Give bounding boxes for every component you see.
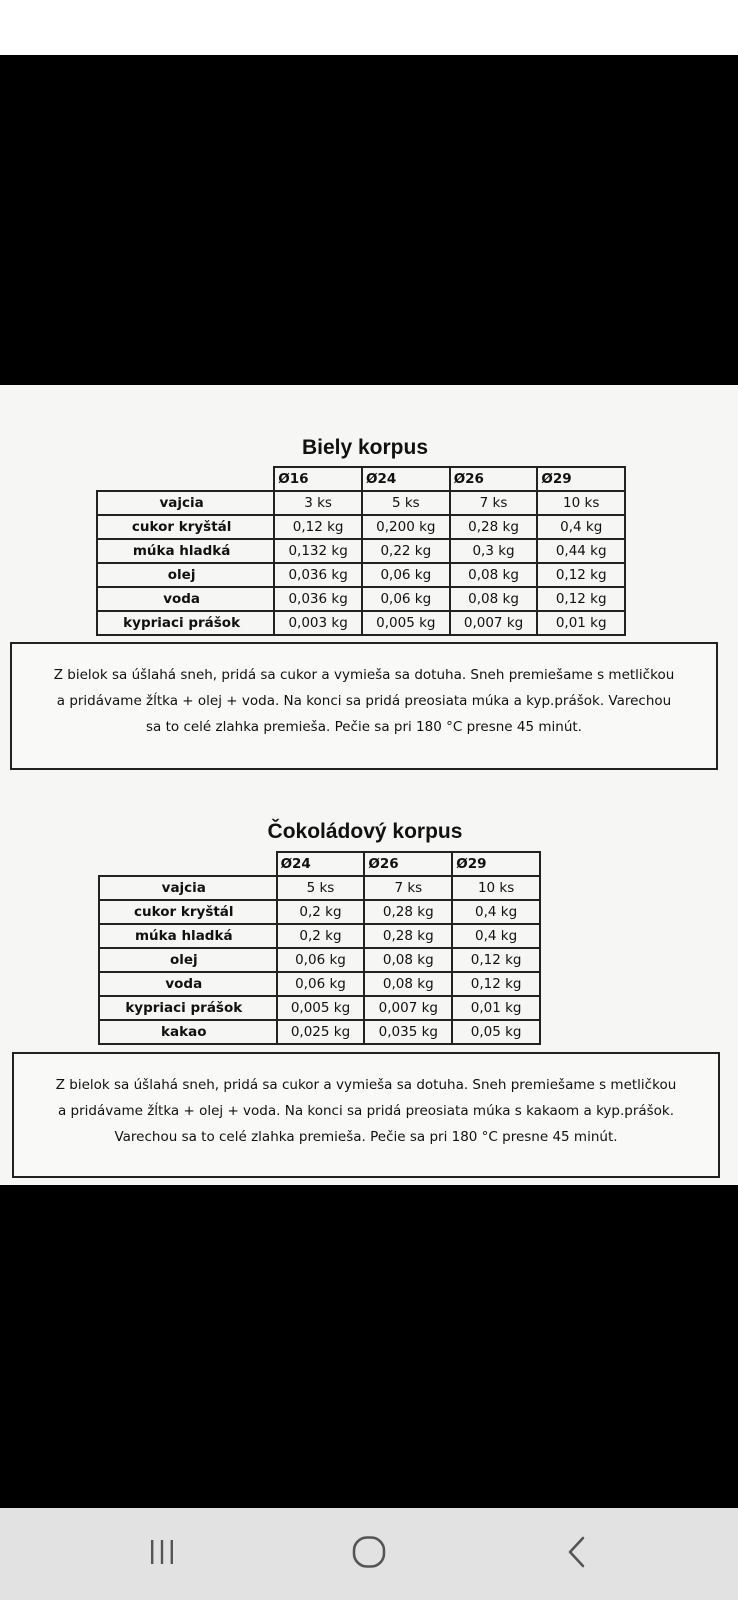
biely-korpus-table: [96, 466, 626, 636]
size-header: Ø16: [274, 467, 362, 491]
table-row: [97, 539, 625, 563]
amount-cell: 0,06 kg: [362, 587, 450, 611]
amount-cell: 0,22 kg: [362, 539, 450, 563]
amount-cell: 0,12 kg: [537, 563, 625, 587]
size-header: Ø29: [452, 852, 540, 876]
ingredient-label: vajcia: [97, 491, 274, 515]
table-row: [99, 900, 540, 924]
table-row: [99, 948, 540, 972]
table-row: [97, 611, 625, 635]
amount-cell: 0,06 kg: [362, 563, 450, 587]
size-header: Ø26: [364, 852, 452, 876]
amount-cell: 0,4 kg: [537, 515, 625, 539]
corner-blank: [99, 852, 277, 876]
instruction-line: sa to celé zlahka premieša. Pečie sa pri 180 °C presne 45 minút.: [146, 719, 582, 735]
amount-cell: 0,28 kg: [450, 515, 538, 539]
size-header: Ø29: [537, 467, 625, 491]
size-header: Ø24: [277, 852, 365, 876]
amount-cell: 0,44 kg: [537, 539, 625, 563]
table-row: [97, 515, 625, 539]
amount-cell: 0,08 kg: [450, 587, 538, 611]
amount-cell: 5 ks: [277, 876, 365, 900]
table-row: [99, 1020, 540, 1044]
ingredient-label: kypriaci prášok: [97, 611, 274, 635]
amount-cell: 10 ks: [537, 491, 625, 515]
amount-cell: 0,005 kg: [277, 996, 365, 1020]
ingredient-label: olej: [97, 563, 274, 587]
ingredient-label: cukor kryštál: [97, 515, 274, 539]
recent-apps-button[interactable]: [137, 1530, 187, 1574]
amount-cell: 0,007 kg: [450, 611, 538, 635]
amount-cell: 10 ks: [452, 876, 540, 900]
letterbox-top: [0, 55, 738, 385]
table-row: [97, 491, 625, 515]
amount-cell: 7 ks: [364, 876, 452, 900]
biely-korpus-instructions: [10, 642, 718, 770]
ingredient-label: múka hladká: [99, 924, 277, 948]
instruction-line: Z bielok sa úšlahá sneh, pridá sa cukor a vymieša sa dotuha. Sneh premiešame s metličkou: [55, 1077, 677, 1093]
amount-cell: 0,036 kg: [274, 563, 362, 587]
amount-cell: 0,28 kg: [364, 924, 452, 948]
amount-cell: 0,06 kg: [277, 948, 365, 972]
amount-cell: 0,08 kg: [364, 948, 452, 972]
table-row: [99, 924, 540, 948]
instruction-line: a pridávame žĺtka + olej + voda. Na konci sa pridá preosiata múka a kyp.prášok. Varechou: [56, 693, 672, 709]
ingredient-label: kakao: [99, 1020, 277, 1044]
amount-cell: 0,025 kg: [277, 1020, 365, 1044]
amount-cell: 0,28 kg: [364, 900, 452, 924]
amount-cell: 0,06 kg: [277, 972, 365, 996]
table-row: [99, 876, 540, 900]
amount-cell: 0,4 kg: [452, 924, 540, 948]
amount-cell: 0,12 kg: [537, 587, 625, 611]
amount-cell: 0,2 kg: [277, 924, 365, 948]
amount-cell: 0,01 kg: [452, 996, 540, 1020]
instruction-line: Z bielok sa úšlahá sneh, pridá sa cukor a vymieša sa dotuha. Sneh premiešame s metličkou: [53, 667, 675, 683]
ingredient-label: vajcia: [99, 876, 277, 900]
table-row: [97, 563, 625, 587]
back-button[interactable]: [552, 1530, 602, 1574]
amount-cell: 0,01 kg: [537, 611, 625, 635]
amount-cell: 5 ks: [362, 491, 450, 515]
cokoladovy-korpus-title: Čokoládový korpus: [267, 820, 463, 843]
amount-cell: 0,036 kg: [274, 587, 362, 611]
recent-apps-icon: [147, 1538, 177, 1566]
size-header: Ø24: [362, 467, 450, 491]
biely-korpus-title: Biely korpus: [301, 436, 429, 459]
ingredient-label: kypriaci prášok: [99, 996, 277, 1020]
amount-cell: 0,08 kg: [450, 563, 538, 587]
amount-cell: 0,005 kg: [362, 611, 450, 635]
amount-cell: 0,200 kg: [362, 515, 450, 539]
ingredient-label: cukor kryštál: [99, 900, 277, 924]
amount-cell: 0,035 kg: [364, 1020, 452, 1044]
home-button[interactable]: [342, 1530, 396, 1574]
amount-cell: 0,08 kg: [364, 972, 452, 996]
cokoladovy-korpus-instructions: [12, 1052, 720, 1178]
corner-blank: [97, 467, 274, 491]
amount-cell: 0,12 kg: [452, 972, 540, 996]
amount-cell: 0,12 kg: [452, 948, 540, 972]
cokoladovy-korpus-table: [98, 851, 541, 1045]
ingredient-label: voda: [99, 972, 277, 996]
table-header-row: [97, 467, 625, 491]
amount-cell: 0,4 kg: [452, 900, 540, 924]
amount-cell: 0,12 kg: [274, 515, 362, 539]
status-bar-area: [0, 0, 738, 55]
back-icon: [565, 1535, 589, 1569]
table-row: [99, 972, 540, 996]
ingredient-label: múka hladká: [97, 539, 274, 563]
ingredient-label: olej: [99, 948, 277, 972]
table-row: [97, 587, 625, 611]
instruction-line: Varechou sa to celé zlahka premieša. Pečie sa pri 180 °C presne 45 minút.: [114, 1129, 618, 1145]
amount-cell: 0,05 kg: [452, 1020, 540, 1044]
amount-cell: 3 ks: [274, 491, 362, 515]
table-row: [99, 996, 540, 1020]
amount-cell: 0,3 kg: [450, 539, 538, 563]
instruction-line: a pridávame žĺtka + olej + voda. Na konci sa pridá preosiata múka s kakaom a kyp.prášok.: [57, 1103, 675, 1119]
amount-cell: 0,007 kg: [364, 996, 452, 1020]
ingredient-label: voda: [97, 587, 274, 611]
table-header-row: [99, 852, 540, 876]
amount-cell: 7 ks: [450, 491, 538, 515]
size-header: Ø26: [450, 467, 538, 491]
amount-cell: 0,003 kg: [274, 611, 362, 635]
amount-cell: 0,2 kg: [277, 900, 365, 924]
home-icon: [351, 1535, 387, 1569]
letterbox-bottom: [0, 1185, 738, 1508]
amount-cell: 0,132 kg: [274, 539, 362, 563]
